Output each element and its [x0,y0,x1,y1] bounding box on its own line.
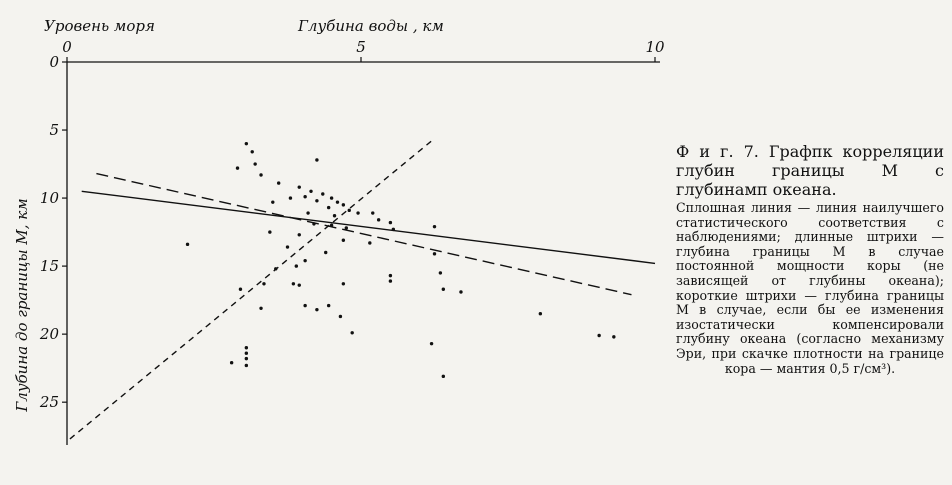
data-point [315,308,318,311]
data-point [271,200,274,203]
data-point [230,361,233,364]
data-point [251,150,254,153]
data-point [268,230,271,233]
data-point [389,221,392,224]
data-point [286,245,289,248]
data-point [298,283,301,286]
data-point [245,351,248,354]
data-point [292,282,295,285]
data-point [348,209,351,212]
data-point [442,288,445,291]
data-point [330,196,333,199]
data-point [433,252,436,255]
y-tick-label: 20 [39,325,59,344]
y-tick-label: 5 [49,121,59,140]
data-point [389,279,392,282]
x-axis-title: Глубина воды , км [298,17,444,35]
data-point [368,241,371,244]
y-tick-label: 15 [39,257,59,276]
data-point [342,239,345,242]
data-point [289,196,292,199]
data-point [309,190,312,193]
data-point [327,304,330,307]
data-point [342,203,345,206]
data-point [274,267,277,270]
data-point [259,307,262,310]
data-point [315,158,318,161]
data-point [330,224,333,227]
x-tick-label: 0 [62,38,72,56]
data-point [342,282,345,285]
data-point [298,233,301,236]
reference-lines [70,141,655,439]
data-point [236,166,239,169]
x-tick-label: 5 [356,38,366,56]
data-point [459,290,462,293]
data-point [327,206,330,209]
data-point [442,375,445,378]
data-point [612,335,615,338]
data-point [336,200,339,203]
solid-line [82,191,655,263]
data-point [439,271,442,274]
data-point [597,334,600,337]
y-tick-label: 10 [39,189,59,208]
data-point [539,312,542,315]
long-dash-line [96,174,631,295]
y-axis-title: Глубина до границы M, км [13,198,31,412]
data-point [371,211,374,214]
data-point [303,259,306,262]
data-point [333,214,336,217]
data-point [324,251,327,254]
data-point [306,211,309,214]
data-point [356,211,359,214]
data-point [295,264,298,267]
data-point [312,222,315,225]
data-point [321,192,324,195]
sea-level-label: Уровень моря [44,17,155,35]
data-point [303,195,306,198]
data-point [262,282,265,285]
x-axis-ticks [62,38,665,62]
data-point [303,304,306,307]
data-point [186,243,189,246]
data-point [345,226,348,229]
caption-title: Ф и г. 7. Графпк корреляции глубин границы M с глубинамп океана. [676,142,944,199]
data-point [350,331,353,334]
data-point [389,274,392,277]
x-tick-label: 10 [645,38,665,56]
data-point [433,225,436,228]
y-tick-label: 25 [39,393,59,412]
figure-caption [676,142,944,376]
y-tick-label: 0 [49,53,59,71]
data-point [298,185,301,188]
y-axis-ticks [39,53,67,411]
short-dash-line [70,141,432,439]
data-point [392,228,395,231]
caption-body: Сплошная линия — линия наилучшего статистического соответствия с наблюдениями; длинные штрихи — глубина границы M в случае постоянной мощности коры (не зависящей от глубины океана); короткие штрихи — глубина границы M в случае, если бы ее изменения изостатически компенсировали глубину океана (согласно механизму Эри, при скачке плотности на границе кора — мантия 0,5 г/см³). [676,200,944,376]
data-point [277,181,280,184]
data-point [239,288,242,291]
data-point [245,346,248,349]
data-point [245,364,248,367]
data-point [245,142,248,145]
data-point [253,162,256,165]
data-point [259,173,262,176]
data-point [377,218,380,221]
data-point [245,357,248,360]
data-point [315,199,318,202]
data-point [430,342,433,345]
data-point [339,315,342,318]
data-points [186,142,616,378]
